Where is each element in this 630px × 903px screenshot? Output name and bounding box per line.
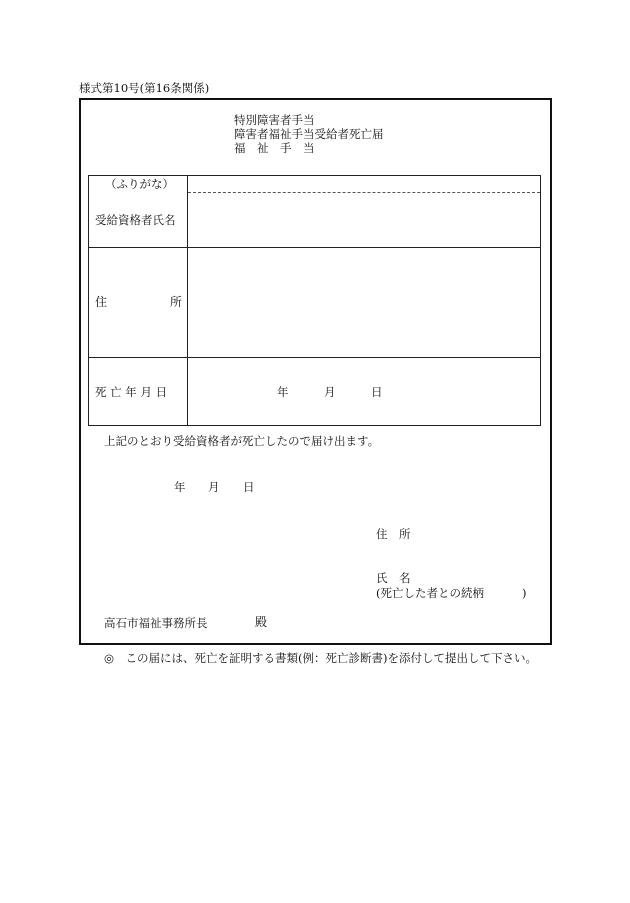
addressee-honorific: 殿 xyxy=(255,615,268,629)
addressee-name: 高石市福祉事務所長 xyxy=(104,616,208,630)
furigana-label: （ふりがな） xyxy=(105,177,174,191)
form-number: 様式第10号(第16条関係) xyxy=(79,81,210,95)
address-field[interactable] xyxy=(189,249,539,356)
applicant-address-label: 住 所 xyxy=(376,527,411,541)
relation-label: (死亡した者との続柄 xyxy=(376,586,484,600)
title-line-3: 福 祉 手 当 xyxy=(234,141,315,155)
title-line-1: 特別障害者手当 xyxy=(234,113,315,127)
table-row-divider xyxy=(88,247,541,248)
name-field[interactable] xyxy=(189,194,539,246)
submit-date-year: 年 xyxy=(174,480,186,494)
death-date-label: 死 亡 年 月 日 xyxy=(95,385,168,399)
submit-date-month: 月 xyxy=(208,480,220,494)
attachment-note: ◎ この届には、死亡を証明する書類(例：死亡診断書)を添付して提出して下さい。 xyxy=(104,651,538,665)
relation-close: ) xyxy=(522,586,527,600)
address-label-right: 所 xyxy=(170,295,183,309)
table-row-divider xyxy=(88,357,541,358)
statement: 上記のとおり受給資格者が死亡したので届け出ます。 xyxy=(104,434,380,448)
title-line-2: 障害者福祉手当受給者死亡届 xyxy=(234,127,384,141)
furigana-divider xyxy=(188,192,540,193)
applicant-name-label: 氏 名 xyxy=(376,571,411,585)
name-label: 受給資格者氏名 xyxy=(95,213,176,227)
table-column-divider xyxy=(187,175,188,426)
death-date-month: 月 xyxy=(324,385,336,399)
death-date-day: 日 xyxy=(371,385,383,399)
submit-date-day: 日 xyxy=(243,480,255,494)
address-label-left: 住 xyxy=(95,295,108,309)
death-date-year: 年 xyxy=(277,385,289,399)
